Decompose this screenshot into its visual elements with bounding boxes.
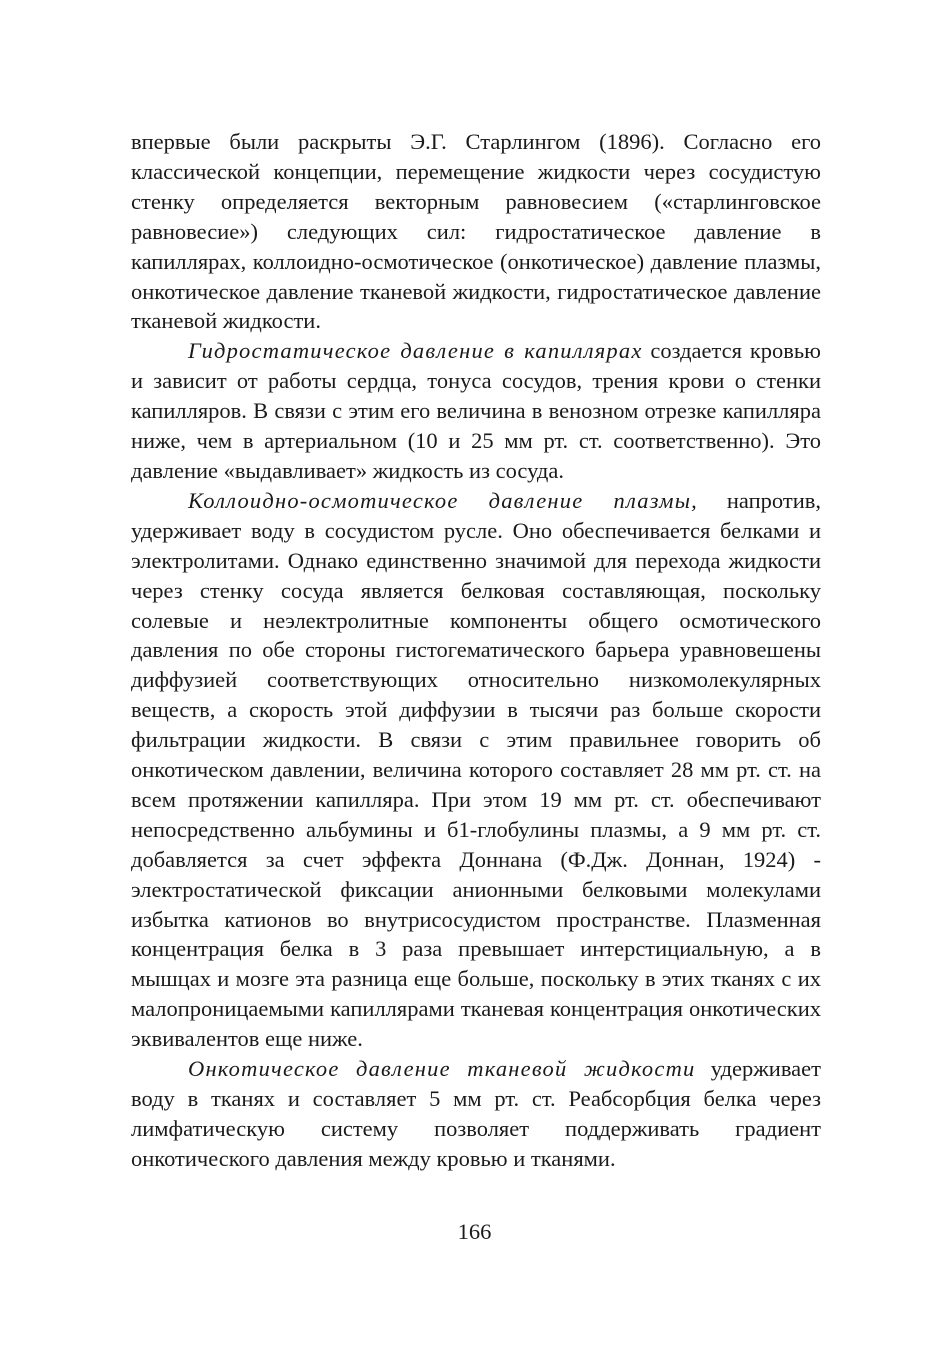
italic-term: Гидростатическое давление в капиллярах	[188, 338, 643, 364]
document-body	[131, 127, 821, 1174]
paragraph-oncotic-tissue	[131, 1054, 821, 1174]
paragraph-text: впервые были раскрыты Э.Г. Старлингом (1896). Согласно его классической концепции, перемещение жидкости через сосудистую стенку определяется векторным равновесием («старлинговское равновесие») следующих сил: гидростатическое давление в капиллярах, коллоидно-осмотическое (онкотическое) давление плазмы, онкотическое давление тканевой жидкости, гидростатическое давление тканевой жидкости.	[131, 129, 821, 334]
page-number: 166	[457, 1219, 492, 1244]
paragraph-text: создается кровью и зависит от работы сердца, тонуса сосудов, трения крови о стенки капилляров. В связи с этим его величина в венозном отрезке капилляра ниже, чем в артериальном (10 и 25 мм рт. ст. соответственно). Это давление «выдавливает» жидкость из сосуда.	[131, 338, 821, 483]
paragraph-text: удерживает воду в тканях и составляет 5 мм рт. ст. Реабсорбция белка через лимфатическую систему позволяет поддерживать градиент онкотического давления между кровью и тканями.	[131, 1056, 821, 1171]
italic-term: Онкотическое давление тканевой жидкости	[188, 1056, 696, 1082]
paragraph-hydrostatic-capillary	[131, 336, 821, 486]
paragraph-colloid-osmotic-plasma	[131, 486, 821, 1054]
paragraph-text: напротив, удерживает воду в сосудистом русле. Оно обеспечивается белками и электролитами. Однако единственно значимой для перехода жидкости через стенку сосуда является белковая составляющая, поскольку солевые и неэлектролитные компоненты общего осмотического давления по обе стороны гистогематического барьера уравновешены диффузией соответствующих относительно низкомолекулярных веществ, а скорость этой диффузии в тысячи раз больше скорости фильтрации жидкости. В связи с этим правильнее говорить об онкотическом давлении, величина которого составляет 28 мм рт. ст. на всем протяжении капилляра. При этом 19 мм рт. ст. обеспечивают непосредственно альбумины и б1-глобулины плазмы, а 9 мм рт. ст. добавляется за счет эффекта Доннана (Ф.Дж. Доннан, 1924) - электростатической фиксации анионными белковыми молекулами избытка катионов во внутрисосудистом пространстве. Плазменная концентрация белка в 3 раза превышает интерстициальную, а в мышцах и мозге эта разница еще больше, поскольку в этих тканях с их малопроницаемыми капиллярами тканевая концентрация онкотических эквивалентов еще ниже.	[131, 487, 821, 1052]
paragraph-starling-intro	[131, 127, 821, 336]
italic-term: Коллоидно-осмотическое давление плазмы,	[188, 487, 698, 513]
